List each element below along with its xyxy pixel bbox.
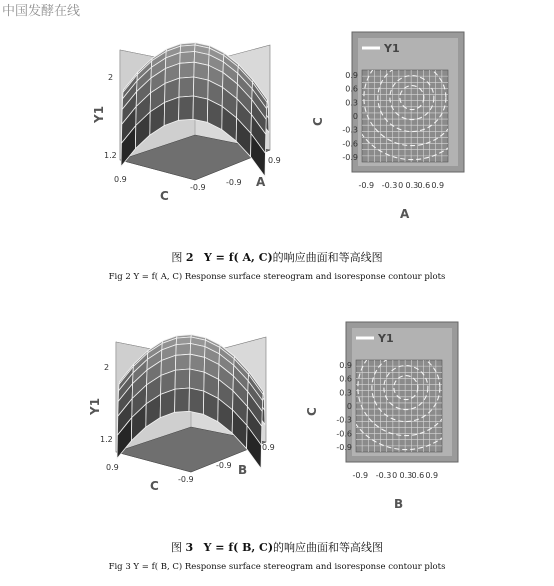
- contour-x-tick: 0: [392, 471, 398, 480]
- contour-plot-svg: [294, 320, 464, 515]
- surface-plot-svg: [90, 30, 305, 205]
- x-tick-label: -0.9: [178, 475, 194, 484]
- contour-y-tick: 0.3: [339, 388, 352, 398]
- contour-x-tick: 0.9: [431, 181, 445, 190]
- contour-x-tick: -0.9: [352, 471, 369, 480]
- y-axis-label: Y1: [88, 397, 102, 415]
- x-tick-label: -0.9: [190, 183, 206, 192]
- y-tick-label: 2: [104, 363, 110, 372]
- surface-patch: [160, 389, 175, 418]
- surface-patch: [180, 52, 195, 64]
- contour-y-tick: -0.9: [342, 153, 358, 162]
- z-tick-label: -0.9: [216, 461, 232, 470]
- x-axis-label: C: [160, 189, 169, 203]
- contour-y-tick: 0.9: [345, 71, 358, 80]
- contour-x-ticks: [358, 181, 444, 190]
- contour-y-tick: -0.3: [342, 125, 358, 135]
- contour-x-tick: -0.3: [381, 181, 398, 190]
- contour-y-tick: -0.6: [342, 139, 358, 149]
- z-tick-label: 0.9: [268, 156, 281, 165]
- contour-y-tick: 0.6: [345, 84, 358, 94]
- x-tick-label: 0.9: [114, 175, 127, 184]
- surface-patch: [164, 97, 179, 126]
- contour-y-tick: 0.9: [339, 361, 352, 370]
- contour-x-tick: 0: [398, 181, 404, 190]
- contour-y-tick: -0.3: [336, 415, 352, 425]
- contour-x-tick: 0.6: [417, 181, 431, 190]
- contour-y-tick: 0.3: [345, 98, 358, 108]
- figure-2-caption-cn: [0, 249, 554, 265]
- legend-label: Y1: [378, 332, 394, 345]
- surface-plot-svg: [86, 322, 301, 497]
- caption-prefix: 图: [170, 541, 186, 554]
- surface-patch: [189, 388, 204, 414]
- x-tick-label: 0.9: [106, 463, 119, 472]
- contour-x-axis-label: A: [400, 207, 410, 221]
- figure-2-caption-en: Fig 2 Y = f( A, C) Response surface stereogram and isoresponse contour plots: [108, 272, 446, 282]
- surface-patch: [193, 77, 208, 99]
- surface-patch: [175, 369, 190, 389]
- x-axis-label: C: [150, 479, 159, 493]
- z-axis-label: B: [238, 463, 248, 477]
- contour-y-tick: 0: [346, 402, 352, 411]
- z-tick-label: -0.9: [226, 178, 242, 187]
- surface-patch: [179, 62, 194, 78]
- figure-3-caption-en: Fig 3 Y = f( B, C) Response surface stereogram and isoresponse contour plots: [108, 562, 446, 572]
- contour-x-tick: 0.6: [411, 471, 425, 480]
- y-axis-label: Y1: [92, 105, 106, 123]
- caption-text: 的响应曲面和等高线图: [273, 541, 384, 554]
- caption-number: 2: [185, 251, 194, 264]
- contour-x-tick: -0.3: [375, 471, 392, 480]
- surface-patch: [179, 96, 194, 120]
- legend-label: Y1: [384, 42, 400, 55]
- contour-x-tick: 0.3: [399, 471, 413, 480]
- contour-x-tick: 0.3: [405, 181, 419, 190]
- y-tick-label: 1.2: [104, 151, 117, 160]
- caption-text: 的响应曲面和等高线图: [272, 251, 383, 264]
- caption-number: 3: [185, 541, 194, 554]
- contour-y-tick: -0.9: [336, 443, 352, 452]
- contour-y-tick: 0: [352, 112, 358, 121]
- surface-plot-fig2: [90, 30, 305, 205]
- surface-patch: [175, 354, 190, 370]
- caption-formula: Y = f( A, C): [204, 251, 273, 264]
- surface-plot-fig3: [86, 322, 301, 497]
- contour-y-axis-label: C: [305, 407, 319, 416]
- contour-plot-svg: [300, 30, 470, 225]
- caption-prefix: 图: [171, 251, 186, 264]
- figure-3-caption-cn: [0, 539, 554, 555]
- watermark-text: 中国发酵在线: [2, 4, 81, 19]
- caption-formula: Y = f( B, C): [203, 541, 274, 554]
- surface-patch: [175, 388, 190, 412]
- contour-plot-fig2: [300, 30, 470, 225]
- y-tick-label: 1.2: [100, 435, 113, 444]
- contour-y-tick: -0.6: [336, 429, 352, 439]
- z-tick-label: 0.9: [262, 443, 275, 452]
- contour-x-axis-label: B: [394, 497, 404, 511]
- surface-patch: [193, 96, 208, 122]
- surface-patch: [189, 369, 204, 391]
- surface-patch: [179, 77, 194, 97]
- contour-x-ticks: [352, 471, 438, 480]
- contour-y-tick: 0.6: [339, 374, 352, 384]
- contour-y-axis-label: C: [311, 117, 325, 126]
- contour-plot-fig3: [294, 320, 464, 515]
- contour-x-tick: 0.9: [425, 471, 439, 480]
- y-tick-label: 2: [108, 73, 114, 82]
- surface-patch: [176, 344, 191, 356]
- contour-x-tick: -0.9: [358, 181, 375, 190]
- z-axis-label: A: [256, 175, 266, 189]
